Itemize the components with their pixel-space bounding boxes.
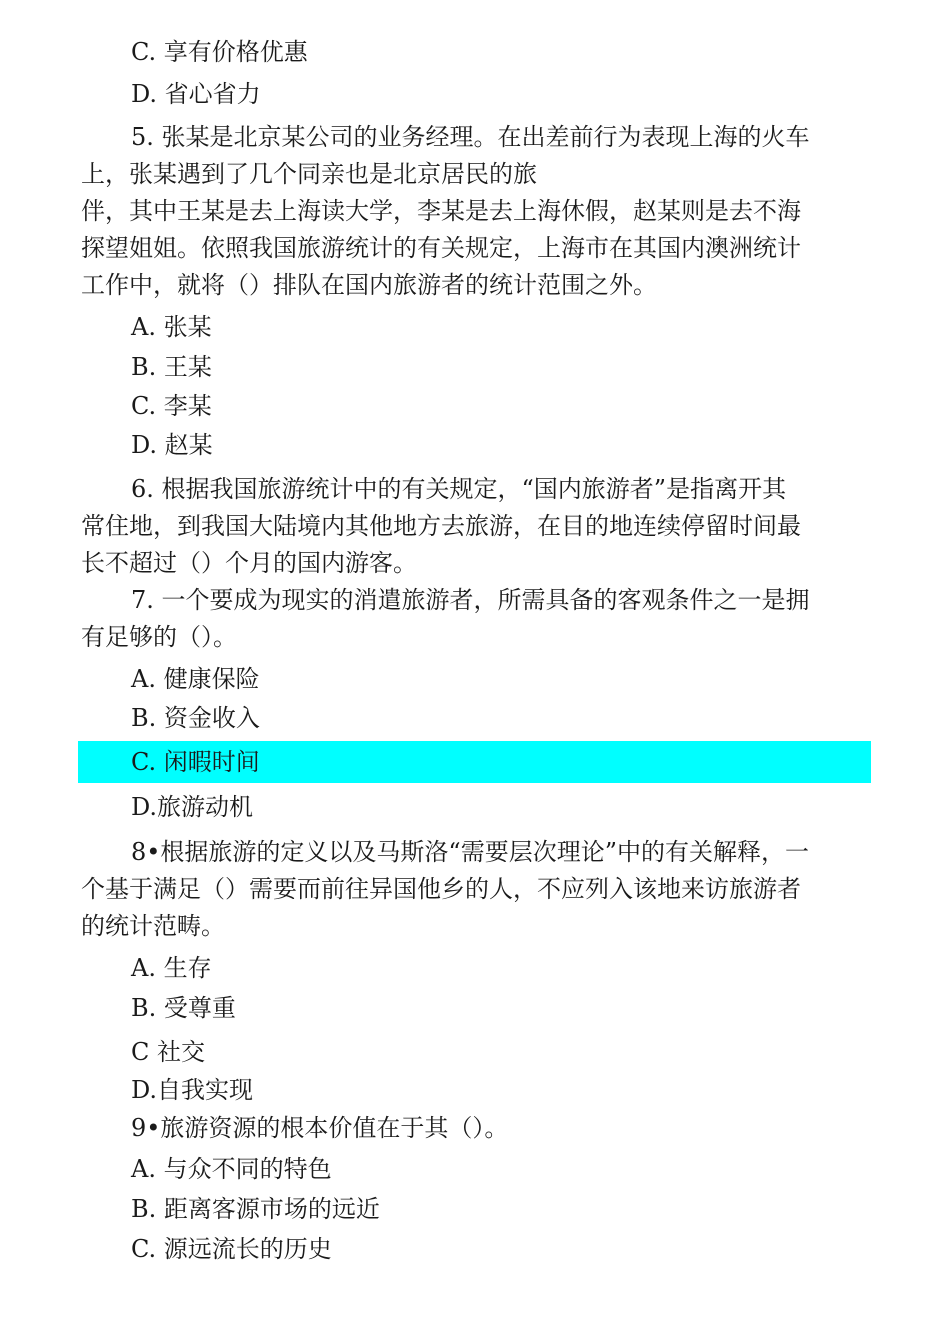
q7-option-c: C. 闲暇时间 [131, 748, 260, 776]
q6-text-line-2: 常住地，到我国大陆境内其他地方去旅游，在目的地连续停留时间最 [81, 512, 801, 540]
q8-text-line-1: 8•根据旅游的定义以及马斯洛“需要层次理论”中的有关解释，一 [131, 838, 809, 866]
q5-text-line-1: 5. 张某是北京某公司的业务经理。在出差前行为表现上海的火车 [131, 123, 810, 151]
q5-text-line-2: 上，张某遇到了几个同亲也是北京居民的旅 [81, 160, 537, 188]
q8-option-d: D.自我实现 [131, 1076, 254, 1104]
q8-option-b: B. 受尊重 [131, 994, 236, 1022]
q7-option-b: B. 资金收入 [131, 704, 260, 732]
q7-option-a: A. 健康保险 [131, 665, 260, 693]
q8-option-a: A. 生存 [131, 954, 212, 982]
q6-text-line-3: 长不超过（）个月的国内游客。 [81, 549, 417, 577]
q6-text-line-1: 6. 根据我国旅游统计中的有关规定，“国内旅游者”是指离开其 [131, 475, 787, 503]
q4-option-d: D. 省心省力 [131, 80, 261, 108]
q9-option-a: A. 与众不同的特色 [131, 1155, 332, 1183]
q8-option-c: C 社交 [131, 1038, 205, 1066]
q8-text-line-3: 的统计范畴。 [81, 912, 225, 940]
q5-option-d: D. 赵某 [131, 431, 213, 459]
q4-option-c: C. 享有价格优惠 [131, 38, 308, 66]
q5-text-line-5: 工作中，就将（）排队在国内旅游者的统计范围之外。 [81, 271, 657, 299]
q5-option-b: B. 王某 [131, 353, 212, 381]
q7-text-line-2: 有足够的（）。 [81, 623, 237, 651]
q9-text-line-1: 9•旅游资源的根本价值在于其（）。 [131, 1114, 509, 1142]
q8-text-line-2: 个基于满足（）需要而前往异国他乡的人，不应列入该地来访旅游者 [81, 875, 801, 903]
q9-option-c: C. 源远流长的历史 [131, 1235, 332, 1263]
q7-option-d: D.旅游动机 [131, 793, 254, 821]
q5-option-a: A. 张某 [131, 313, 212, 341]
q5-text-line-4: 探望姐姐。依照我国旅游统计的有关规定，上海市在其国内澳洲统计 [81, 234, 801, 262]
q7-text-line-1: 7. 一个要成为现实的消遣旅游者，所需具备的客观条件之一是拥 [131, 586, 810, 614]
q5-text-line-3: 伴，其中王某是去上海读大学，李某是去上海休假，赵某则是去不海 [81, 197, 801, 225]
q5-option-c: C. 李某 [131, 392, 212, 420]
q9-option-b: B. 距离客源市场的远近 [131, 1195, 380, 1223]
